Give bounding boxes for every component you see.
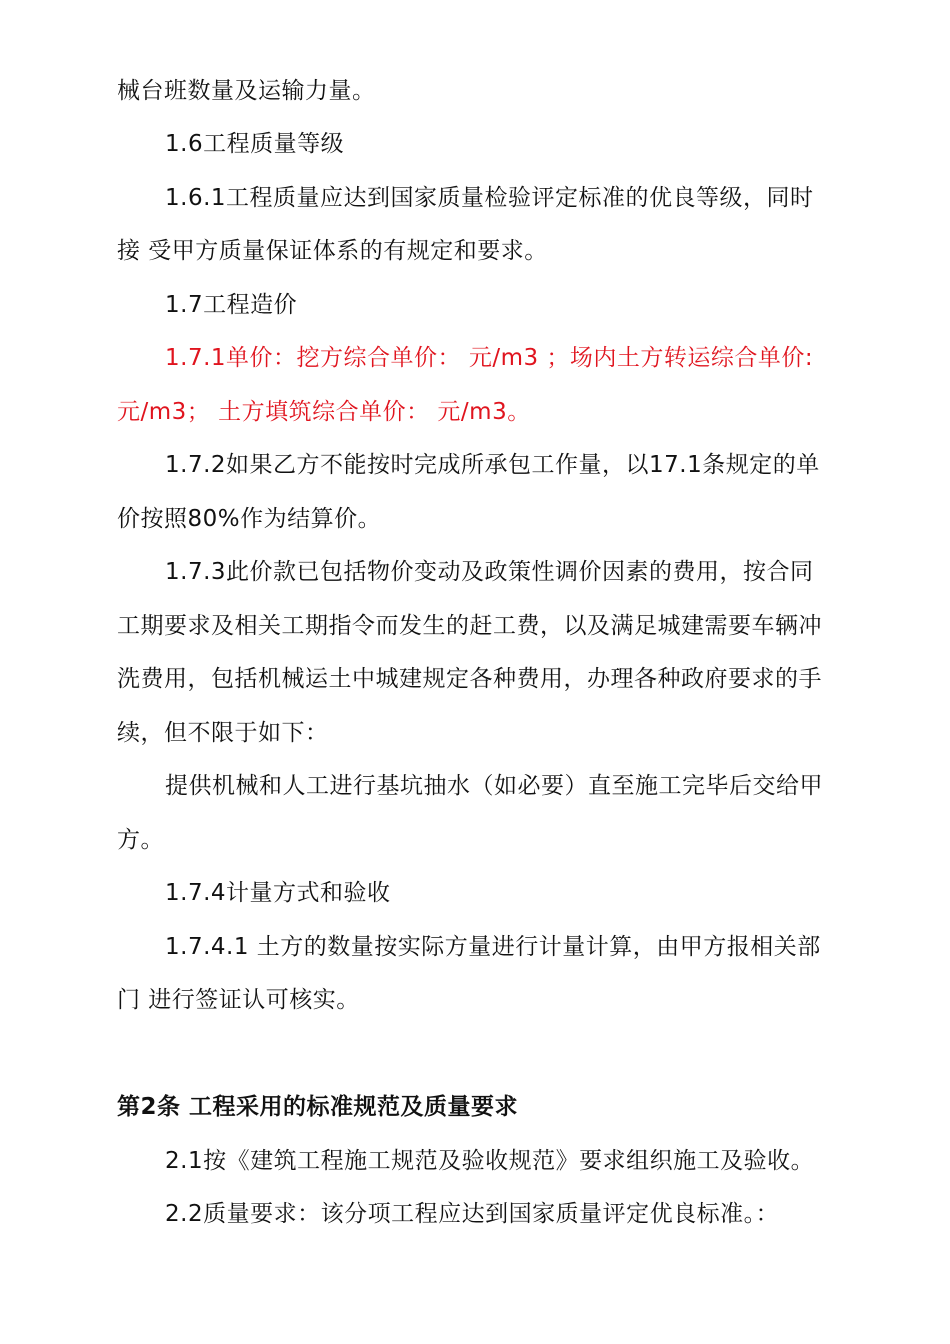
text-line: 1.7.2如果乙方不能按时完成所承包工作量，以17.1条规定的单 <box>165 452 820 478</box>
article-heading: 第2条 工程采用的标准规范及质量要求 <box>117 1094 519 1120</box>
text-line: 价按照80%作为结算价。 <box>117 506 382 532</box>
text-line: 接 受甲方质量保证体系的有规定和要求。 <box>117 238 548 264</box>
text-line: 2.1按《建筑工程施工规范及验收规范》要求组织施工及验收。 <box>165 1148 815 1174</box>
highlighted-text-line: 元/m3； 土方填筑综合单价： 元/m3。 <box>117 399 531 425</box>
section-heading: 1.7.4计量方式和验收 <box>165 880 391 906</box>
text-line: 门 进行签证认可核实。 <box>117 987 360 1013</box>
section-heading: 1.6工程质量等级 <box>165 131 345 157</box>
text-line: 洗费用，包括机械运土中城建规定各种费用，办理各种政府要求的手 <box>117 666 822 692</box>
text-line: 1.7.4.1 土方的数量按实际方量进行计量计算，由甲方报相关部 <box>165 934 821 960</box>
text-line: 1.6.1工程质量应达到国家质量检验评定标准的优良等级，同时 <box>165 185 814 211</box>
text-line: 1.7.3此价款已包括物价变动及政策性调价因素的费用，按合同 <box>165 559 814 585</box>
section-heading: 1.7工程造价 <box>165 292 298 318</box>
text-line: 续，但不限于如下： <box>117 720 329 746</box>
highlighted-text-line: 1.7.1单价：挖方综合单价： 元/m3 ；场内土方转运综合单价: <box>165 345 814 371</box>
text-line: 提供机械和人工进行基坑抽水（如必要）直至施工完毕后交给甲 <box>165 773 823 799</box>
text-line: 方。 <box>117 827 164 853</box>
text-line: 工期要求及相关工期指令而发生的赶工费，以及满足城建需要车辆冲 <box>117 613 822 639</box>
text-line: 械台班数量及运输力量。 <box>117 78 376 104</box>
text-line: 2.2质量要求：该分项工程应达到国家质量评定优良标准。： <box>165 1201 780 1227</box>
